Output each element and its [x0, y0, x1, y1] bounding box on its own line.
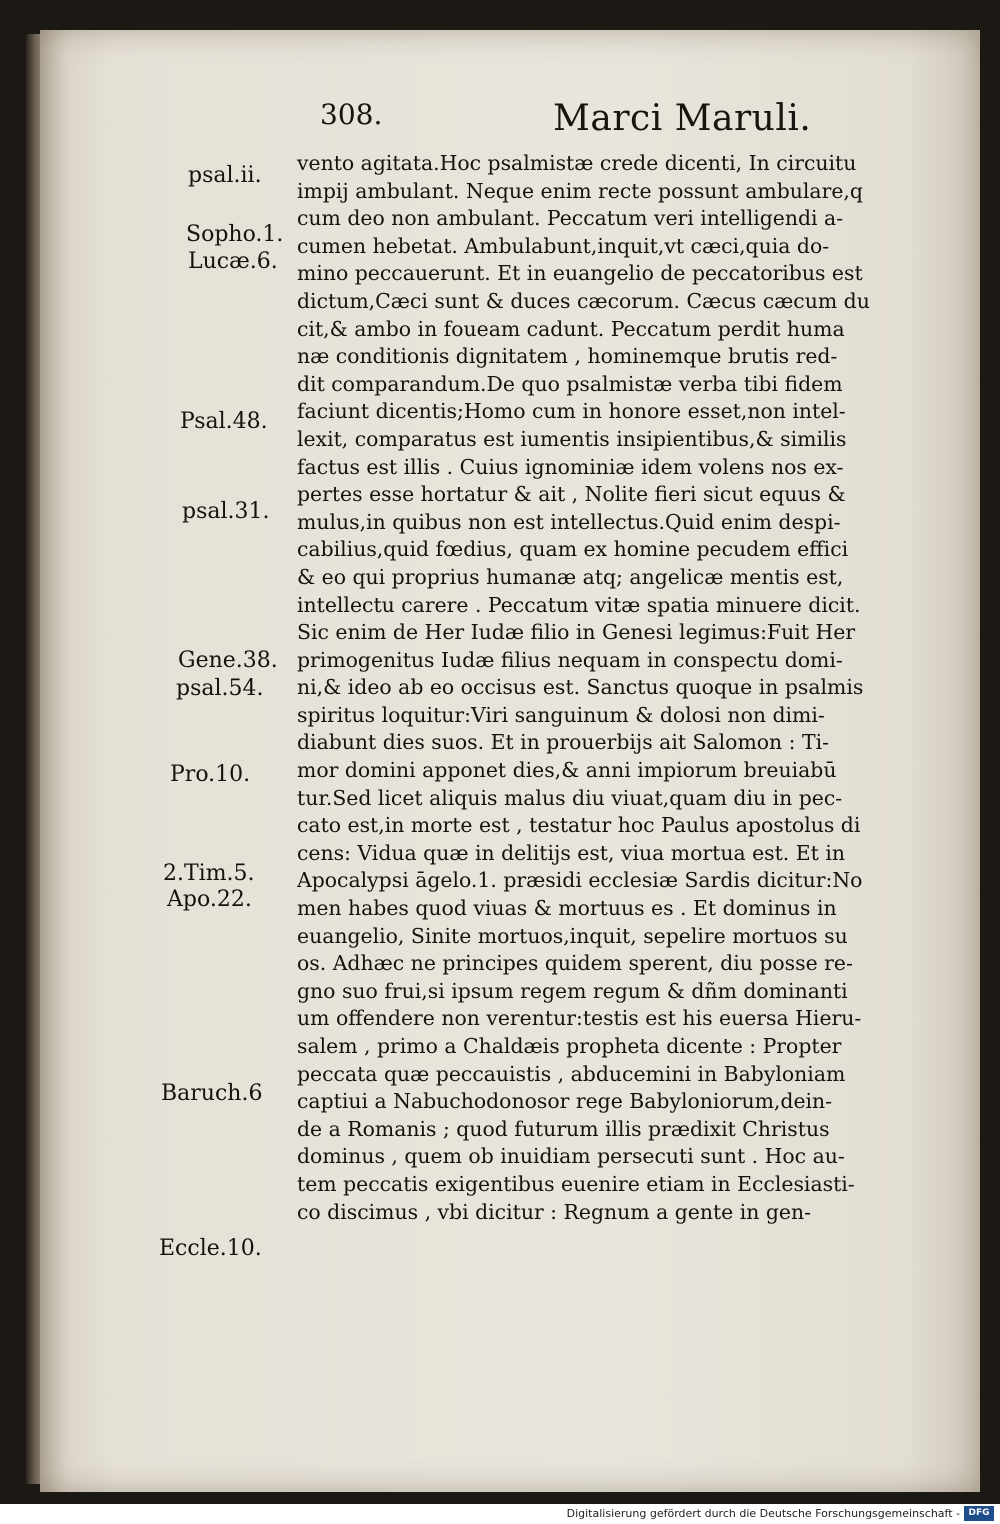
page-number: 308.	[320, 98, 383, 131]
margin-note: Gene.38.	[178, 648, 278, 673]
text-line: cato est,in morte est , testatur hoc Paulus apostolus di	[297, 813, 861, 838]
text-line: os. Adhæc ne principes quidem sperent, diu posse re-	[297, 951, 853, 976]
text-line: ni,& ideo ab eo occisus est. Sanctus quoque in psalmis	[297, 675, 864, 700]
text-line: um offendere non verentur:testis est his euersa Hieru-	[297, 1006, 862, 1031]
text-line: euangelio, Sinite mortuos,inquit, sepelire mortuos su	[297, 923, 848, 948]
funding-credit: Digitalisierung gefördert durch die Deutsche Forschungsgemeinschaft -	[566, 1507, 960, 1520]
body-text	[297, 150, 962, 1226]
running-title: Marci Maruli.	[553, 98, 812, 139]
margin-note: Baruch.6	[161, 1081, 263, 1106]
text-line: mino peccauerunt. Et in euangelio de peccatoribus est	[297, 261, 863, 286]
text-line: faciunt dicentis;Homo cum in honore esset,non intel-	[297, 399, 846, 424]
text-line: men habes quod viuas & mortuus es . Et dominus in	[297, 896, 837, 921]
text-line: de a Romanis ; quod futurum illis prædixit Christus	[297, 1116, 830, 1141]
footer-bar	[0, 1504, 1000, 1524]
text-line: Apocalypsi āgelo.1. præsidi ecclesiæ Sardis dicitur:No	[297, 868, 863, 893]
text-line: dictum,Cæci sunt & duces cæcorum. Cæcus cæcum du	[297, 288, 870, 313]
margin-note: psal.31.	[182, 499, 270, 524]
text-line: spiritus loquitur:Viri sanguinum & dolosi non dimi-	[297, 702, 825, 727]
text-line: intellectu carere . Peccatum vitæ spatia minuere dicit.	[297, 592, 861, 617]
text-line: cum deo non ambulant. Peccatum veri intelligendi a-	[297, 206, 844, 231]
margin-note: Pro.10.	[170, 762, 251, 787]
text-line: tur.Sed licet aliquis malus diu viuat,quam diu in pec-	[297, 785, 843, 810]
text-line: co discimus , vbi dicitur : Regnum a gente in gen-	[297, 1199, 811, 1224]
margin-note: Lucæ.6.	[188, 249, 278, 274]
text-line: peccata quæ peccauistis , abducemini in Babyloniam	[297, 1061, 846, 1086]
dfg-logo-icon: DFG	[964, 1506, 994, 1521]
text-line: cumen hebetat. Ambulabunt,inquit,vt cæci,quia do-	[297, 233, 830, 258]
text-line: dit comparandum.De quo psalmistæ verba tibi fidem	[297, 371, 843, 396]
text-line: impij ambulant. Neque enim recte possunt ambulare,q	[297, 178, 863, 203]
text-line: cabilius,quid fœdius, quam ex homine pecudem effici	[297, 537, 849, 562]
text-line: captiui a Nabuchodonosor rege Babyloniorum,dein-	[297, 1089, 833, 1114]
text-line: primogenitus Iudæ filius nequam in conspectu domi-	[297, 647, 843, 672]
text-line: & eo qui proprius humanæ atq; angelicæ mentis est,	[297, 564, 844, 589]
text-line: mulus,in quibus non est intellectus.Quid enim despi-	[297, 509, 841, 534]
text-line: dominus , quem ob inuidiam persecuti sunt . Hoc au-	[297, 1144, 845, 1169]
text-line: lexit, comparatus est iumentis insipientibus,& similis	[297, 426, 847, 451]
margin-note: Psal.48.	[180, 409, 268, 434]
text-line: mor domini apponet dies,& anni impiorum breuiabū	[297, 758, 837, 783]
margin-note: psal.ii.	[188, 163, 262, 188]
text-line: salem , primo a Chaldæis propheta dicente : Propter	[297, 1034, 842, 1058]
text-line: factus est illis . Cuius ignominiæ idem volens nos ex-	[297, 454, 844, 479]
margin-note: Eccle.10.	[159, 1236, 262, 1261]
text-line: tem peccatis exigentibus euenire etiam in Ecclesiasti-	[297, 1171, 855, 1196]
text-line: diabunt dies suos. Et in prouerbijs ait Salomon : Ti-	[297, 730, 830, 755]
margin-note: Sopho.1.	[186, 222, 284, 247]
text-line: vento agitata.Hoc psalmistæ crede dicenti, In circuitu	[297, 151, 857, 175]
text-line: næ conditionis dignitatem , hominemque brutis red-	[297, 344, 838, 369]
text-line: gno suo frui,si ipsum regem regum & dñm dominanti	[297, 978, 848, 1003]
text-line: Sic enim de Her Iudæ filio in Genesi legimus:Fuit Her	[297, 620, 856, 645]
margin-note: psal.54.	[176, 676, 264, 701]
text-line: cit,& ambo in foueam cadunt. Peccatum perdit huma	[297, 316, 845, 341]
text-line: pertes esse hortatur & ait , Nolite fieri sicut equus &	[297, 482, 846, 507]
text-line: cens: Vidua quæ in delitijs est, viua mortua est. Et in	[297, 840, 845, 865]
margin-note: 2.Tim.5.	[163, 861, 255, 886]
margin-note: Apo.22.	[167, 887, 252, 912]
